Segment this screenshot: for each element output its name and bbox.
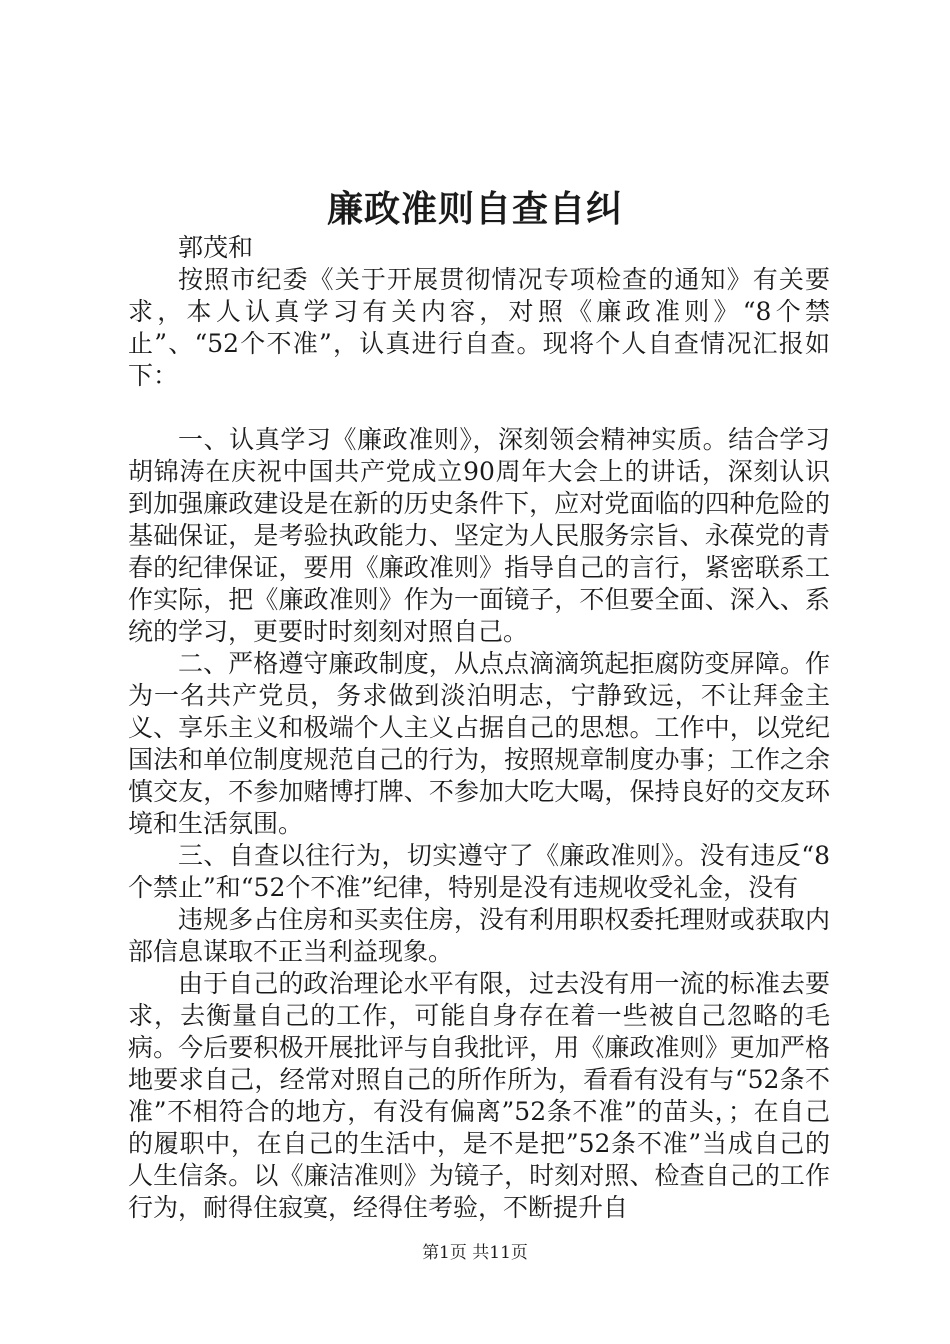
paragraph-section-3: 三、自查以往行为，切实遵守了《廉政准则》。没有违反“8个禁止”和“52个不准”纪律，特别是没有违规收受礼金，没有	[128, 841, 830, 902]
author-line: 郭茂和	[178, 233, 254, 262]
paragraph-section-3-continued: 违规多占住房和买卖住房，没有利用职权委托理财或获取内部信息谋取不正当利益现象。	[128, 905, 830, 966]
page-number-footer: 第1页 共11页	[422, 1243, 528, 1263]
document-title: 廉政准则自查自纠	[326, 188, 623, 230]
paragraph-section-2: 二、严格遵守廉政制度，从点点滴滴筑起拒腐防变屏障。作为一名共产党员，务求做到淡泊明志，宁静致远，不让拜金主义、享乐主义和极端个人主义占据自己的思想。工作中，以党纪国法和单位制度规范自己的行为，按照规章制度办事；工作之余慎交友，不参加赌博打牌、不参加大吃大喝，保持良好的交友环境和生活氛围。	[128, 649, 830, 838]
paragraph-section-1: 一、认真学习《廉政准则》，深刻领会精神实质。结合学习胡锦涛在庆祝中国共产党成立90周年大会上的讲话，深刻认识到加强廉政建设是在新的历史条件下，应对党面临的四种危险的基础保证，是考验执政能力、坚定为人民服务宗旨、永葆党的青春的纪律保证，要用《廉政准则》指导自己的言行，紧密联系工作实际，把《廉政准则》作为一面镜子，不但要全面、深入、系统的学习，更要时时刻刻对照自己。	[128, 425, 830, 646]
document-body	[128, 232, 830, 1224]
paragraph-conclusion: 由于自己的政治理论水平有限，过去没有用一流的标准去要求，去衡量自己的工作，可能自身存在着一些被自己忽略的毛病。今后要积极开展批评与自我批评，用《廉政准则》更加严格地要求自己，经常对照自己的所作所为，看看有没有与“52条不准”不相符合的地方，有没有偏离”52条不准”的苗头，；在自己的履职中，在自己的生活中，是不是把”52条不准”当成自己的人生信条。以《廉洁准则》为镜子，时刻对照、检查自己的工作行为，耐得住寂寞，经得住考验，不断提升自	[128, 969, 830, 1222]
paragraph-intro: 按照市纪委《关于开展贯彻情况专项检查的通知》有关要求，本人认真学习有关内容，对照《廉政准则》“8个禁止”、“52个不准”，认真进行自查。现将个人自查情况汇报如下：	[128, 265, 830, 390]
